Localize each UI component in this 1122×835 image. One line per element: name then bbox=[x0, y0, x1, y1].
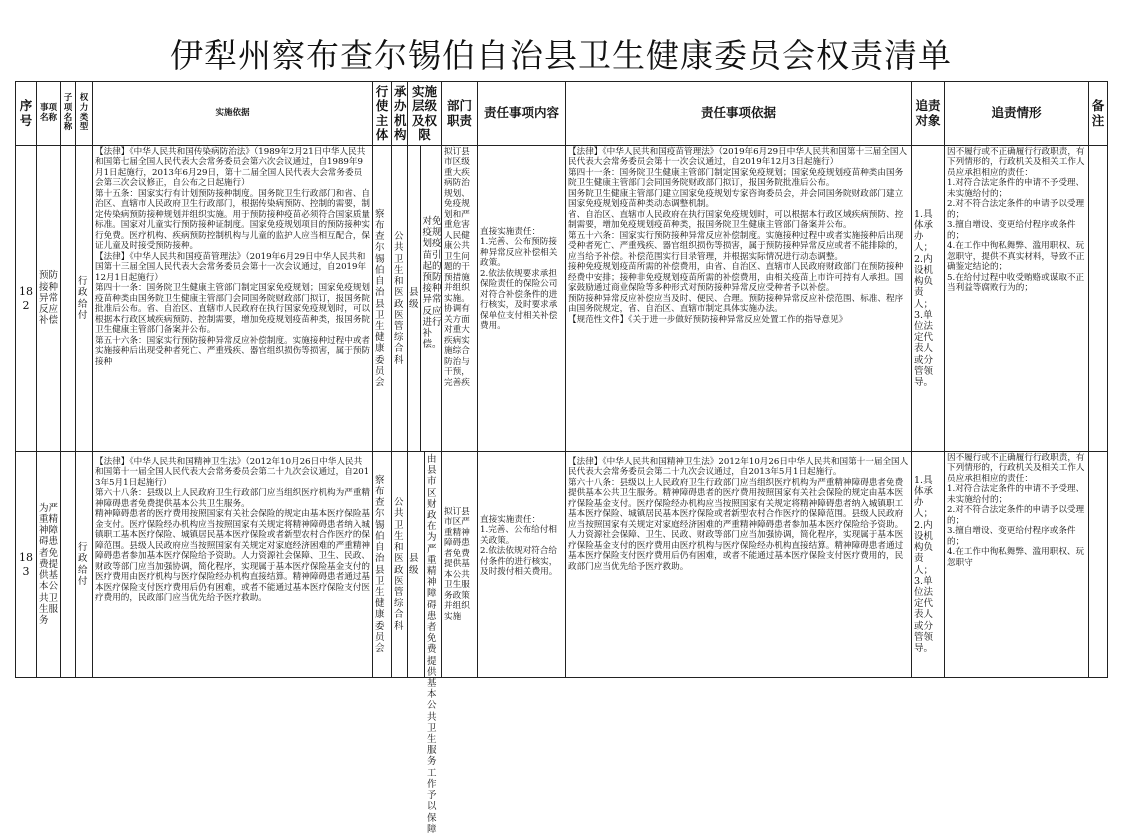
header-basis: 实施依据 bbox=[93, 82, 373, 146]
row-item-name: 为严重精神障碍患者免费提供基本公共卫生服务 bbox=[37, 452, 61, 678]
row-resp-content: 拟订县市区级重大疾病防治规划、免疫规划和严重危害人民健康公共卫生问题的干预措施并组织实施。协调有关方面对重大疾病实施综合防治与干预，完善疾 bbox=[442, 146, 478, 452]
row-seq: 182 bbox=[16, 146, 37, 452]
row-resp-basis: 【法律】《中华人民共和国精神卫生法》2012年10月26日中华人民共和国第十一届全国人民代表大会常务委员会第二十九次会议通过，自2013年5月1日起施行。 第六十八条：县级以上人民政府卫生行政部门应当组织医疗机构为严重精神障碍患者免费提供基本公共卫生服务。精神障碍患者的医疗费用按照国家有关社会保险的规定由基本医疗保险基金支付。医疗保险经办机构应当按照国家有关规定将精神障碍患者纳入城镇职工基本医疗保险、城镇居民基本医疗保险或者新型农村合作医疗的保障范围。县级人民政府应当按照国家有关规定对家庭经济困难的严重精神障碍患者参加基本医疗保险给予资助。人力资源社会保障、卫生、民政、财政等部门应当加强协调，简化程序，实现属于基本医疗保险基金支付的医疗费用由医疗机构与医疗保险经办机构直接结算。精神障碍患者通过基本医疗保险支付医疗费用后仍有困难，或者不能通过基本医疗保险支付医疗费用的，民政部门应当优先给予医疗救助。 bbox=[566, 452, 912, 678]
row-resp-content-direct: 直接实施责任： 1.完善、公布预防接种异常反应补偿相关政策。 2.依法依规要求承担保险责任的保险公司对符合补偿条件的进行核实，及时要求承保单位支付相关补偿费用。 bbox=[478, 146, 566, 452]
header-agency: 承办机构 bbox=[392, 82, 408, 146]
header-accountability: 追责情形 bbox=[945, 82, 1089, 146]
row-note bbox=[1089, 452, 1108, 678]
row-resp-content-direct: 直接实施责任： 1.完善、公布给付相关政策。 2.依法依规对符合给付条件的进行核实，及时拨付相关费用。 bbox=[478, 452, 566, 678]
row-dept-duty: 对免疫规划疫苗引起的预防接种异常反应进行补偿。 bbox=[422, 216, 442, 351]
row-accountability: 因不履行或不正确履行行政职责，有下列情形的，行政机关及相关工作人员应承担相应的责任： 1.对符合法定条件的申请不予受理、未实施给付的； 2.对不符合法定条件的申请予以受理的； 3.擅自增设、变更给付程序或条件的； 4.在工作中徇私舞弊、滥用职权、玩忽职守，提供不真实材料，导致不正确鉴定结论的； 5.在给付过程中收受贿赂或谋取不正当利益等腐败行为的； bbox=[945, 146, 1089, 452]
row-basis: 【法律】《中华人民共和国精神卫生法》（2012年10月26日中华人民共和国第十一届全国人民代表大会常务委员会第二十九次会议通过，自2013年5月1日起施行） 第六十八条：县级以上人民政府卫生行政部门应当组织医疗机构为严重精神障碍患者免费提供基本公共卫生服务。 精神障碍患者的医疗费用按照国家有关社会保险的规定由基本医疗保险基金支付。医疗保险经办机构应当按照国家有关规定将精神障碍患者纳入城镇职工基本医疗保险、城镇居民基本医疗保险或者新型农村合作医疗的保障范围。县级人民政府应当按照国家有关规定对家庭经济困难的严重精神障碍患者参加基本医疗保险给予资助。人力资源社会保障、卫生、民政、财政等部门应当加强协调，简化程序，实现属于基本医疗保险基金支付的医疗费用由医疗机构与医疗保险经办机构直接结算。精神障碍患者通过基本医疗保险支付医疗费用后仍有困难，或者不能通过基本医疗保险支付医疗费用的，民政部门应当优先给予医疗救助。 bbox=[93, 452, 373, 678]
header-sub-item: 子项名称 bbox=[61, 82, 76, 146]
row-resp-content: 拟订县市区严重精神障碍患者免费提供基本公共卫生服务政策并组织实施 bbox=[442, 452, 478, 678]
row-level: 县级 bbox=[408, 452, 425, 677]
header-row bbox=[16, 82, 1108, 146]
header-item-name: 事项名称 bbox=[37, 82, 61, 146]
header-note: 备注 bbox=[1089, 82, 1108, 146]
header-resp-content: 责任事项内容 bbox=[478, 82, 566, 146]
row-note bbox=[1089, 146, 1108, 452]
header-seq: 序号 bbox=[16, 82, 37, 146]
row-agency: 公共卫生和医政医管综合科 bbox=[392, 146, 408, 452]
row-accountable: 1.具体承办人； 2.内设机构负责人； 3.单位法定代表人或分管领导。 bbox=[912, 146, 945, 452]
row-dept-duty: 由县市区财政在为严重精神障碍患者免费提供基本公共卫生服务工作予以保障 bbox=[427, 454, 437, 835]
table-row bbox=[16, 452, 1108, 678]
row-item-name: 预防接种异常反应补偿 bbox=[37, 146, 61, 452]
power-responsibility-table bbox=[15, 81, 1108, 835]
row-accountable: 1.具体承办人； 2.内设机构负责人； 3.单位法定代表人或分管领导。 bbox=[912, 452, 945, 678]
header-power-type: 权力类型 bbox=[76, 82, 93, 146]
row-sub-item bbox=[61, 452, 76, 678]
row-subject: 察布查尔锡伯自治县卫生健康委员会 bbox=[373, 452, 392, 678]
row-resp-basis: 【法律】《中华人民共和国疫苗管理法》（2019年6月29日中华人民共和国第十三届全国人民代表大会常务委员会第十一次会议通过，自2019年12月3日起施行） 第四十一条：国务院卫生健康主管部门制定国家免疫规划；国家免疫规划疫苗种类由国务院卫生健康主管部门会同国务院财政部门拟订，报国务院批准后公布。 国务院卫生健康主管部门建立国家免疫规划专家咨询委员会，并会同国务院财政部门建立国家免疫规划疫苗种类动态调整机制。 省、自治区、直辖市人民政府在执行国家免疫规划时，可以根据本行政区域疾病预防、控制需要，增加免疫规划疫苗种类，报国务院卫生健康主管部门备案并公布。 第五十六条：国家实行预防接种异常反应补偿制度。实施接种过程中或者实施接种后出现受种者死亡、严重残疾、器官组织损伤等损害，属于预防接种异常反应或者不能排除的，应当给予补偿。补偿范围实行目录管理，并根据实际情况进行动态调整。 接种免疫规划疫苗所需的补偿费用，由省、自治区、直辖市人民政府财政部门在预防接种经费中安排；接种非免疫规划疫苗所需的补偿费用，由相关疫苗上市许可持有人承担。国家鼓励通过商业保险等多种形式对预防接种异常反应受种者予以补偿。 预防接种异常反应补偿应当及时、便民、合理。预防接种异常反应补偿范围、标准、程序由国务院规定，省、自治区、直辖市制定具体实施办法。 【规范性文件】《关于进一步做好预防接种异常反应处置工作的指导意见》 bbox=[566, 146, 912, 452]
row-level-duty bbox=[408, 452, 442, 835]
header-level: 实施层级及权限 bbox=[408, 82, 442, 146]
table-row bbox=[16, 146, 1108, 452]
row-power-type: 行政给付 bbox=[76, 146, 93, 452]
row-subject: 察布查尔锡伯自治县卫生健康委员会 bbox=[373, 146, 392, 452]
row-level: 县级 bbox=[408, 146, 421, 451]
row-agency: 公共卫生和医政医管综合科 bbox=[392, 452, 408, 678]
header-subject: 行使主体 bbox=[373, 82, 392, 146]
row-power-type: 行政给付 bbox=[76, 452, 93, 678]
page-title: 伊犁州察布查尔锡伯自治县卫生健康委员会权责清单 bbox=[170, 36, 952, 75]
row-basis: 【法律】《中华人民共和国传染病防治法》（1989年2月21日中华人民共和国第七届全国人民代表大会常务委员会第六次会议通过，自1989年9月1日起施行，2013年6月29日，第十二届全国人民代表大会常务委员会第三次会议修正，自公布之日起施行） 第十五条：国家实行有计划预防接种制度。国务院卫生行政部门和省、自治区、直辖市人民政府卫生行政部门，根据传染病预防、控制的需要，制定传染病预防接种规划并组织实施。用于预防接种疫苗必须符合国家质量标准。国家对儿童实行预防接种证制度。国家免疫规划项目的预防接种实行免费。医疗机构、疾病预防控制机构与儿童的监护人应当相互配合，保证儿童及时接受预防接种。 【法律】《中华人民共和国疫苗管理法》（2019年6月29日中华人民共和国第十三届全国人民代表大会常务委员会第十一次会议通过，自2019年12月1日起施行） 第四十一条：国务院卫生健康主管部门制定国家免疫规划；国家免疫规划疫苗种类由国务院卫生健康主管部门会同国务院财政部门拟订，报国务院批准后公布。省、自治区、直辖市人民政府在执行国家免疫规划时，可以根据本行政区域疾病预防、控制需要，增加免疫规划疫苗种类，报国务院卫生健康主管部门备案并公布。 第五十六条：国家实行预防接种异常反应补偿制度。实施接种过程中或者实施接种后出现受种者死亡、严重残疾、器官组织损伤等损害，属于预防接种 bbox=[93, 146, 373, 452]
row-level-duty bbox=[408, 146, 442, 452]
row-seq: 183 bbox=[16, 452, 37, 678]
row-accountability: 因不履行或不正确履行行政职责，有下列情形的，行政机关及相关工作人员应承担相应的责任： 1.对符合法定条件的申请不予受理、未实施给付的； 2.对不符合法定条件的申请予以受理的； 3.擅自增设、变更给付程序或条件的； 4.在工作中徇私舞弊、滥用职权、玩忽职守 bbox=[945, 452, 1089, 678]
header-resp-basis: 责任事项依据 bbox=[566, 82, 912, 146]
header-dept-duty: 部门职责 bbox=[442, 82, 478, 146]
row-sub-item bbox=[61, 146, 76, 452]
header-accountable: 追责对象 bbox=[912, 82, 945, 146]
